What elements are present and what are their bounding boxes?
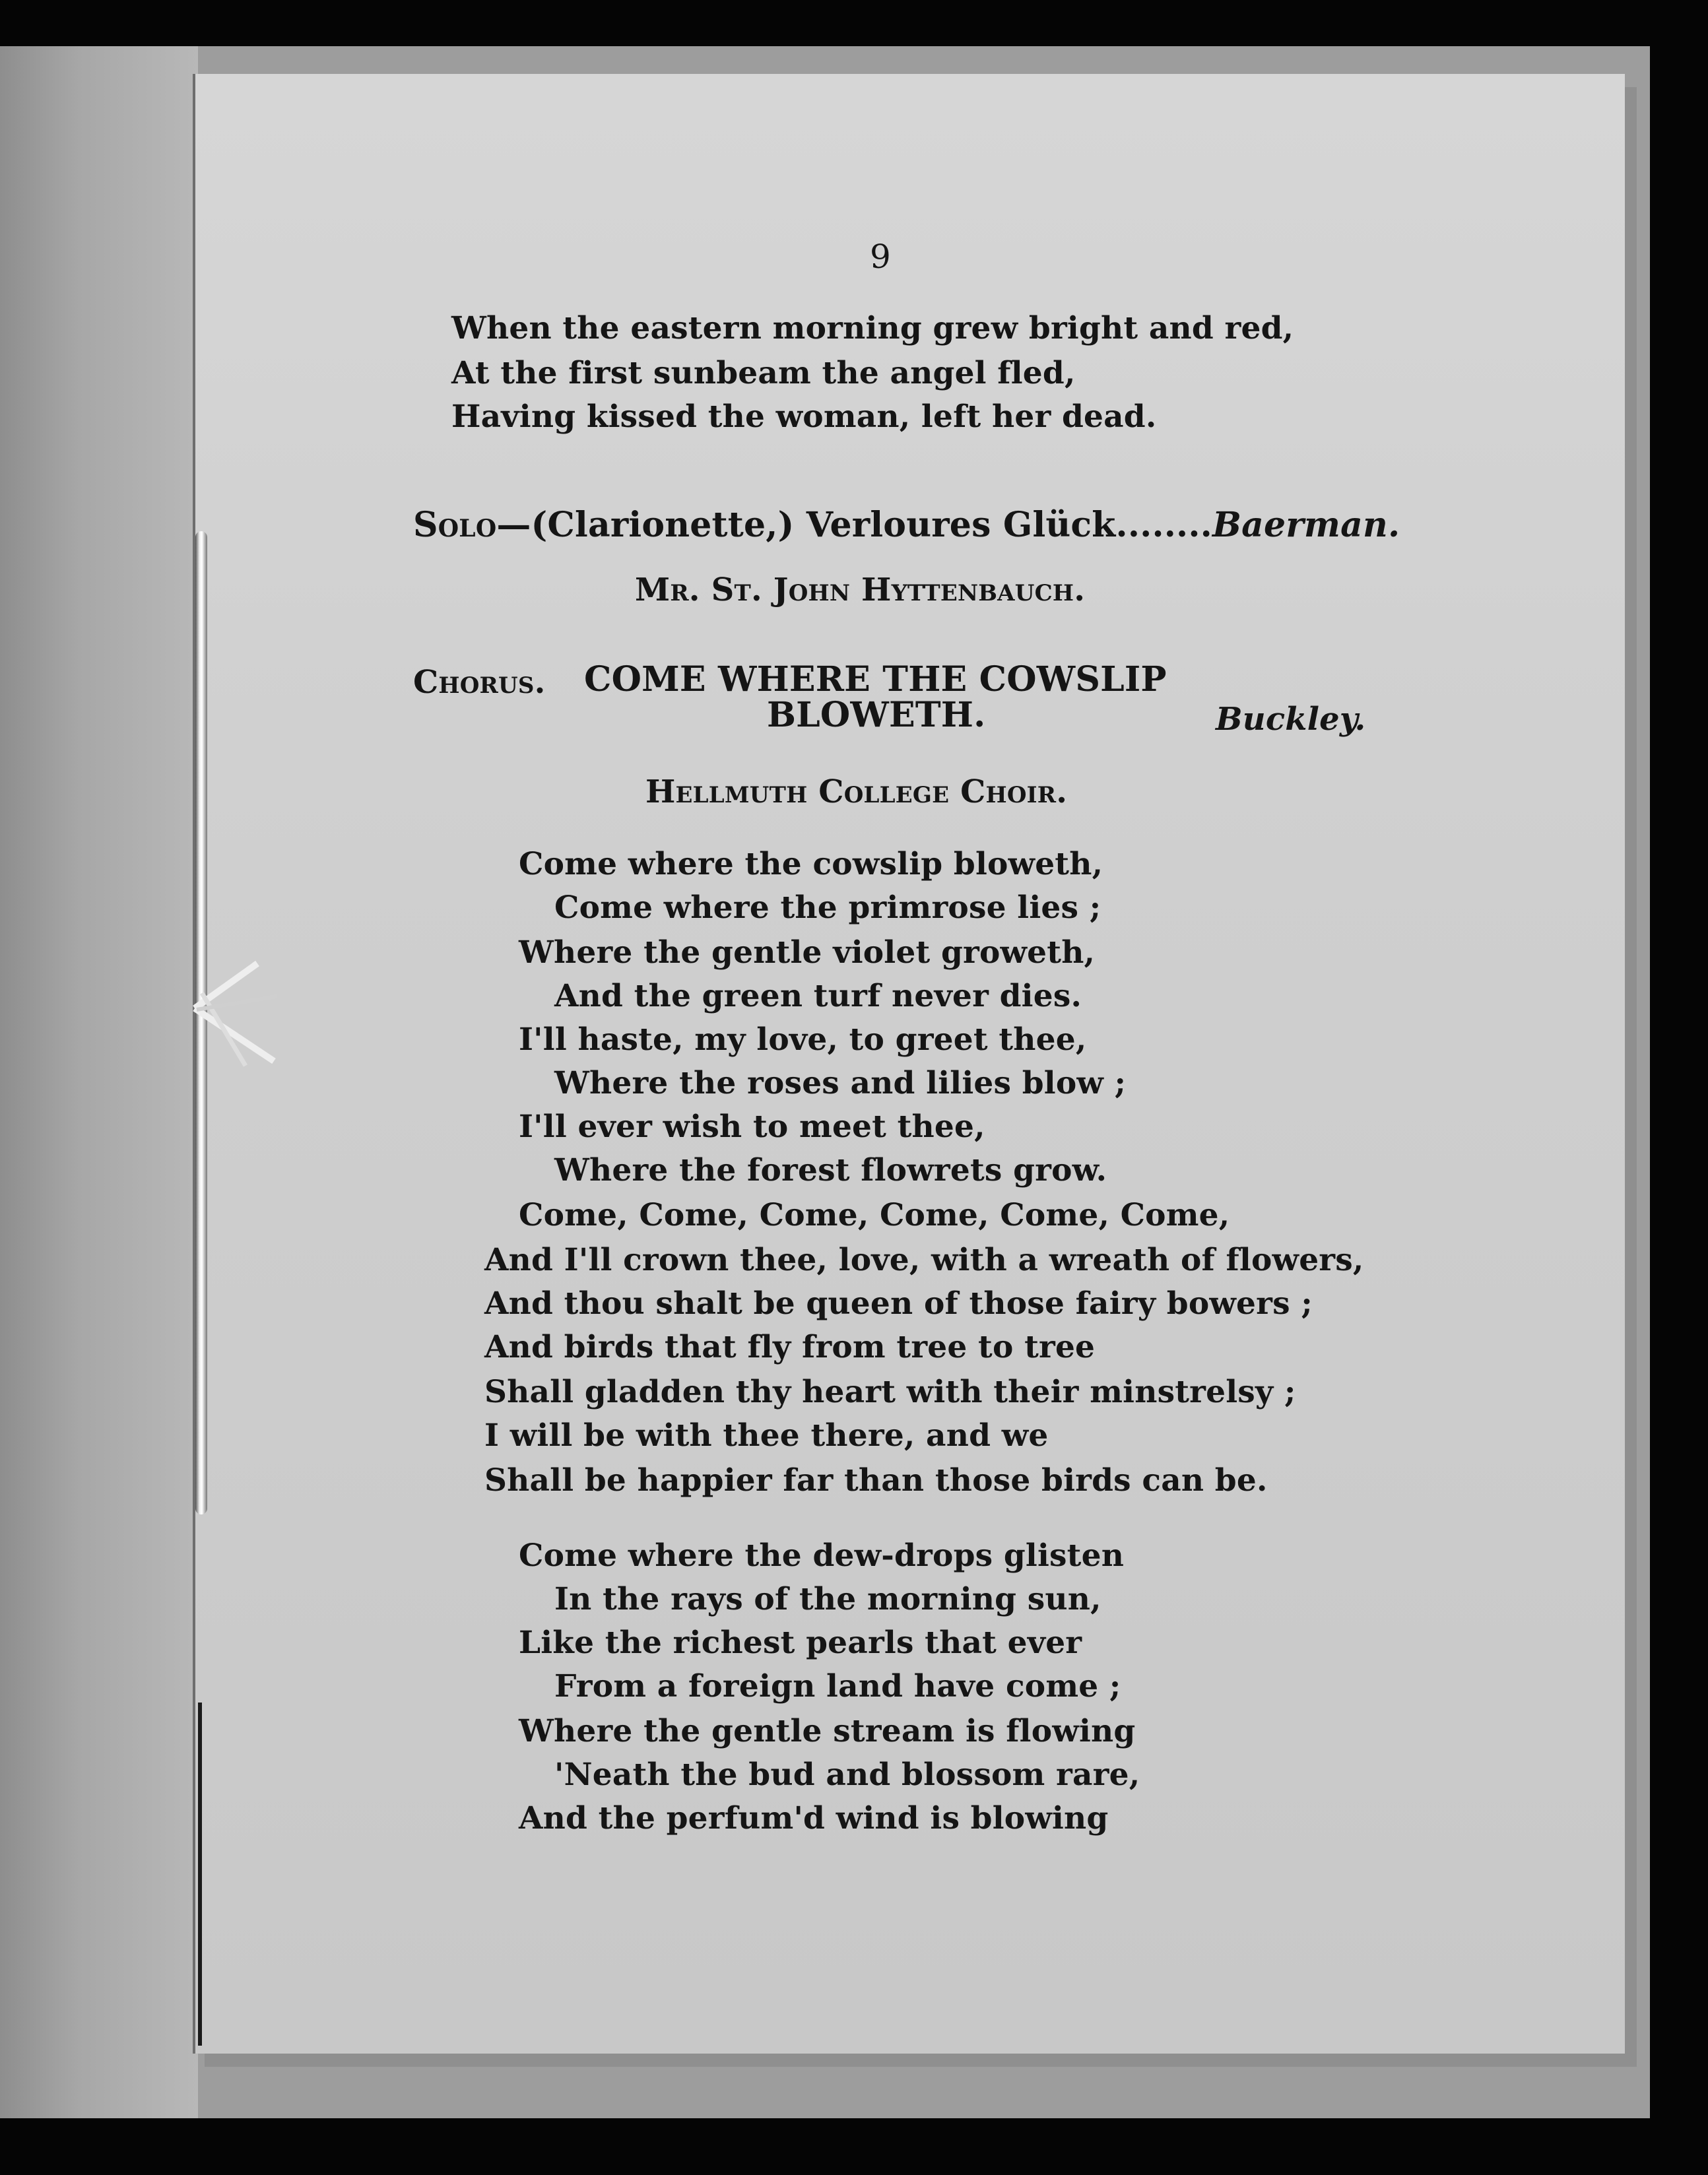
verse-2-line: Come where the dew-drops glisten: [519, 1538, 1125, 1574]
verse-1-line: Shall gladden thy heart with their minstrelsy ;: [484, 1374, 1296, 1410]
verse-2-line: And the perfum'd wind is blowing: [519, 1800, 1109, 1836]
solo-label: Solo: [413, 505, 497, 545]
verse-1-line: I will be with thee there, and we: [484, 1417, 1049, 1454]
lower-page-edge: [198, 1703, 202, 2046]
chorus-composer: Buckley.: [1216, 701, 1366, 738]
intro-line: When the eastern morning grew bright and red,: [451, 310, 1294, 346]
chorus-title-line-2: BLOWETH.: [767, 695, 986, 735]
verse-2-line: Where the gentle stream is flowing: [519, 1713, 1136, 1749]
verse-1-line: Come where the primrose lies ;: [554, 890, 1101, 926]
chorus-label: Chorus.: [413, 664, 546, 701]
solo-heading: [413, 505, 1400, 545]
choir-name: Hellmuth College Choir.: [645, 773, 1068, 810]
verse-1-line: And thou shalt be queen of those fairy bowers ;: [484, 1285, 1313, 1322]
verse-2-line: 'Neath the bud and blossom rare,: [554, 1757, 1140, 1793]
verse-2-line: In the rays of the morning sun,: [554, 1581, 1101, 1617]
verse-1-line: Where the gentle violet groweth,: [519, 934, 1096, 971]
binding-knot-icon: [165, 957, 284, 1076]
verse-1-line: Where the forest flowrets grow.: [554, 1152, 1107, 1188]
verse-1-line: I'll haste, my love, to greet thee,: [519, 1022, 1087, 1058]
verse-1-line: And I'll crown thee, love, with a wreath of flowers,: [484, 1242, 1364, 1278]
solo-performer: Mr. St. John Hyttenbauch.: [635, 571, 1086, 608]
solo-title: Verloures Glück: [806, 505, 1116, 545]
chorus-title-line-1: COME WHERE THE COWSLIP: [584, 659, 1167, 699]
solo-instrument: (Clarionette,): [531, 505, 795, 545]
left-page-edge: [0, 46, 198, 2118]
verse-1-line: Come, Come, Come, Come, Come, Come,: [519, 1197, 1230, 1233]
verse-2-line: Like the richest pearls that ever: [519, 1625, 1082, 1661]
verse-1-line: I'll ever wish to meet thee,: [519, 1109, 985, 1145]
verse-1-line: Where the roses and lilies blow ;: [554, 1065, 1127, 1101]
intro-line: Having kissed the woman, left her dead.: [451, 399, 1157, 435]
solo-dash: —: [496, 505, 531, 545]
verse-1-line: And birds that fly from tree to tree: [484, 1329, 1096, 1365]
verse-1-line: And the green turf never dies.: [554, 978, 1082, 1014]
solo-composer: Baerman.: [1212, 505, 1400, 545]
verse-1-line: Come where the cowslip bloweth,: [519, 846, 1103, 882]
solo-leader: ........: [1115, 505, 1212, 545]
verse-2-line: From a foreign land have come ;: [554, 1668, 1121, 1704]
verse-1-line: Shall be happier far than those birds can be.: [484, 1462, 1268, 1499]
intro-line: At the first sunbeam the angel fled,: [451, 355, 1076, 391]
page-number: 9: [870, 238, 892, 276]
